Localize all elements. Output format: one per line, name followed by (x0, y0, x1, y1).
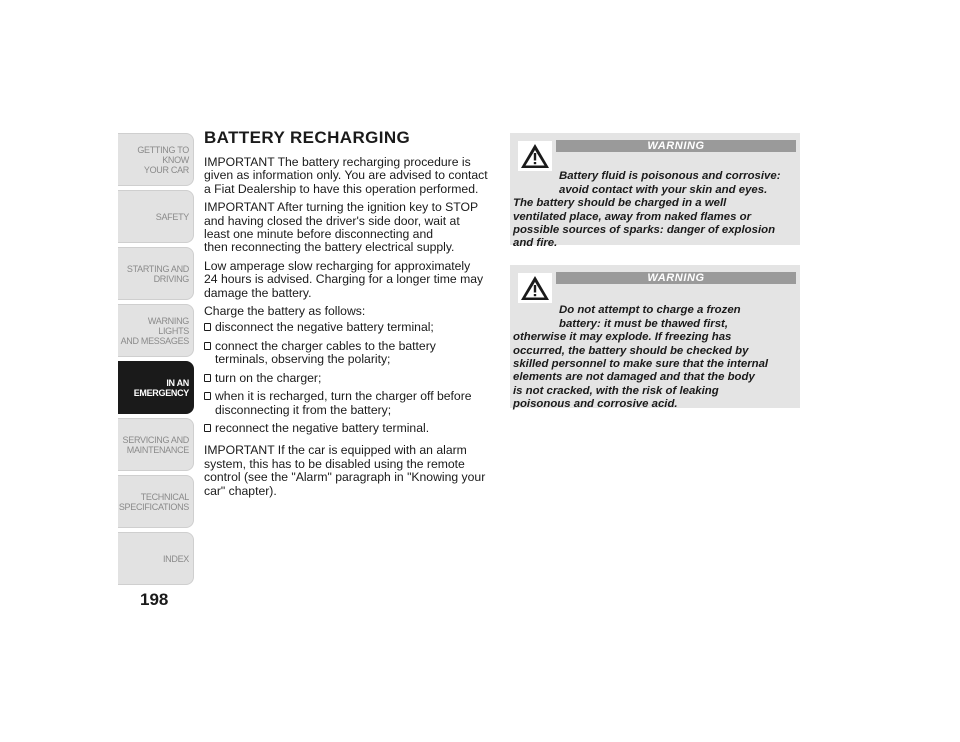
warning-text-line: possible sources of sparks: danger of explosion (513, 224, 776, 237)
warning-text-line: The battery should be charged in a well (513, 197, 727, 210)
paragraph-important-ignition: IMPORTANT After turning the ignition key to STOP and having closed the driver's side door, wait at least one minute before disconnecting and then reconnecting the battery electrical supply. (204, 200, 479, 255)
tab-getting-to-know-your-car[interactable]: GETTING TO KNOW YOUR CAR (118, 133, 194, 186)
paragraph-charge-intro: Charge the battery as follows: (204, 304, 366, 319)
charging-steps-list (204, 321, 496, 435)
tab-warning-lights-and-messages[interactable]: WARNING LIGHTS AND MESSAGES (118, 304, 194, 357)
tab-technical-specifications[interactable]: TECHNICAL SPECIFICATIONS (118, 475, 194, 528)
checkbox-bullet-icon (204, 342, 211, 350)
warning-text-line-intro (513, 304, 796, 411)
checkbox-bullet-icon (204, 392, 211, 400)
warning-text-line: otherwise it may explode. If freezing has (513, 331, 732, 344)
warning-text-line: Do not attempt to charge a frozen (559, 304, 741, 317)
warning-text-line: poisonous and corrosive acid. (513, 398, 678, 411)
warning-text-line: is not cracked, with the risk of leaking (513, 384, 719, 397)
warning-text-line: occurred, the battery should be checked by (513, 344, 749, 357)
paragraph-important-alarm: IMPORTANT If the car is equipped with an alarm system, this has to be disabled using the remote control (see the "Alarm" paragraph in "Knowing your car" chapter). (204, 443, 486, 498)
warning-text-line: ventilated place, away from naked flames or (513, 210, 752, 223)
tab-servicing-and-maintenance[interactable]: SERVICING AND MAINTENANCE (118, 418, 194, 471)
chapter-tabs (118, 133, 194, 589)
warning-heading: WARNING (556, 272, 796, 284)
list-item: turn on the charger; (204, 372, 496, 385)
checkbox-bullet-icon (204, 424, 211, 432)
section-title: BATTERY RECHARGING (204, 128, 411, 147)
page-number: 198 (140, 590, 169, 609)
warning-box-battery-fluid (510, 133, 800, 250)
warning-text (513, 291, 796, 425)
paragraph-low-amperage: Low amperage slow recharging for approximately 24 hours is advised. Charging for a longer time may damage the battery. (204, 258, 484, 300)
checkbox-bullet-icon (204, 374, 211, 382)
tab-in-an-emergency[interactable]: IN AN EMERGENCY (118, 361, 194, 414)
tab-index[interactable]: INDEX (118, 532, 194, 585)
tab-starting-and-driving[interactable]: STARTING AND DRIVING (118, 247, 194, 300)
list-item: when it is recharged, turn the charger off before disconnecting it from the battery; (204, 390, 496, 417)
list-item: connect the charger cables to the battery terminals, observing the polarity; (204, 340, 496, 367)
warning-text-line: battery: it must be thawed first, (559, 317, 728, 330)
paragraph-important-info: IMPORTANT The battery recharging procedure is given as information only. You are advised to contact a Fiat Dealership to have this operation performed. (204, 155, 488, 196)
warning-text-line: avoid contact with your skin and eyes. (559, 183, 768, 196)
checkbox-bullet-icon (204, 323, 211, 331)
warning-text-line: and fire. (513, 237, 558, 250)
list-item: reconnect the negative battery terminal. (204, 422, 496, 435)
main-column (204, 128, 496, 503)
warning-heading: WARNING (556, 140, 796, 152)
list-item: disconnect the negative battery terminal; (204, 321, 496, 334)
warning-text-line-intro (513, 170, 796, 250)
warning-text-line: skilled personnel to make sure that the internal (513, 358, 769, 371)
warning-text-line: Battery fluid is poisonous and corrosive: (559, 170, 781, 183)
tab-safety[interactable]: SAFETY (118, 190, 194, 243)
warning-text (513, 157, 796, 264)
warning-box-frozen-battery (510, 265, 800, 411)
warning-text-line: elements are not damaged and that the body (513, 371, 755, 384)
